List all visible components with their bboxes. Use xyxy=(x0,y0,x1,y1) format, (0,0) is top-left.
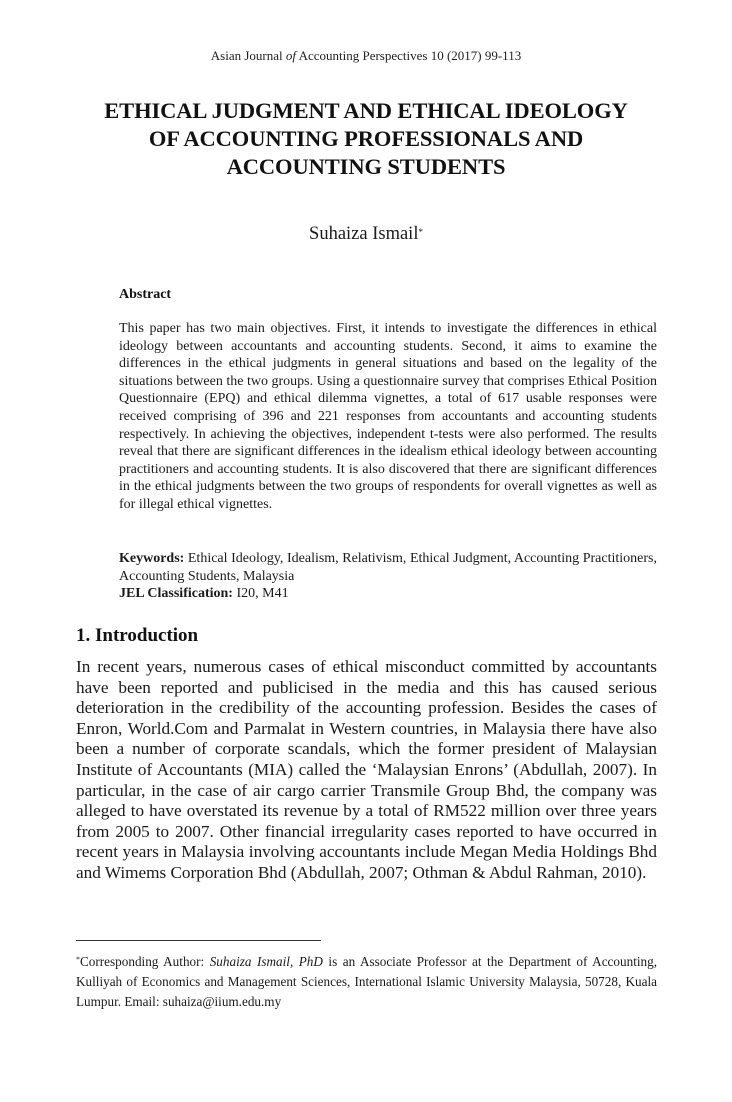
paper-title xyxy=(40,97,692,181)
jel-classification xyxy=(119,585,657,603)
footnote-divider xyxy=(76,940,321,941)
journal-name-italic: of xyxy=(285,48,297,63)
author-name-text: Suhaiza Ismail xyxy=(309,224,419,244)
footnote-pre: Corresponding Author: xyxy=(80,954,210,969)
author-name xyxy=(0,223,732,245)
footnote xyxy=(76,952,657,1012)
footnote-author-italic: Suhaiza Ismail, PhD xyxy=(209,954,323,969)
title-line-1: ETHICAL JUDGMENT AND ETHICAL IDEOLOGY xyxy=(104,98,628,123)
running-head xyxy=(0,48,732,64)
keywords xyxy=(119,550,657,585)
section-heading-introduction: 1. Introduction xyxy=(76,625,199,646)
keywords-value: Ethical Ideology, Idealism, Relativism, Ethical Judgment, Accounting Practitioners, Accounting Students, Malaysia xyxy=(119,551,657,584)
abstract-text: This paper has two main objectives. First, it intends to investigate the differences in ethical ideology between accountants and accounting students. Second, it aims to examine the differences in the ethical judgments in general situations and based on the legality of the situations between the two groups. Using a questionnaire survey that comprises Ethical Position Questionnaire (EPQ) and ethical dilemma vignettes, a total of 617 usable responses were received comprising of 396 and 221 responses from accountants and accounting students respectively. In achieving the objectives, independent t-tests were also performed. The results reveal that there are significant differences in the idealism ethical ideology between accounting practitioners and accounting students. It is also discovered that there are significant differences in the ethical judgments between the two groups of respondents for overall vignettes as well as for illegal ethical vignettes. xyxy=(119,321,657,512)
footnote-marker: * xyxy=(76,955,80,964)
journal-name-post: Accounting Perspectives 10 (2017) 99-113 xyxy=(296,48,522,63)
jel-label: JEL Classification: xyxy=(119,586,233,601)
footnote-post: is an Associate Professor at the Department of Accounting, Kulliyah of Economics and Management Sciences, International Islamic University Malaysia, 50728, Kuala Lumpur. Email: suhaiza@iium.edu.my xyxy=(76,954,658,1009)
keywords-label: Keywords: xyxy=(119,551,185,566)
title-line-2: OF ACCOUNTING PROFESSIONALS AND xyxy=(148,126,584,151)
jel-value: I20, M41 xyxy=(232,586,289,601)
journal-name-pre: Asian Journal xyxy=(210,48,286,63)
introduction-text: In recent years, numerous cases of ethical misconduct committed by accountants have been reported and publicised in the media and this has caused serious deterioration in the credibility of the accounting profession. Besides the cases of Enron, World.Com and Parmalat in Western countries, in Malaysia there have also been a number of corporate scandals, which the former president of Malaysian Institute of Accountants (MIA) called the ‘Malaysian Enrons’ (Abdullah, 2007). In particular, in the case of air cargo carrier Transmile Group Bhd, the company was alleged to have overstated its revenue by a total of RM522 million over three years from 2005 to 2007. Other financial irregularity cases reported to have occurred in recent years in Malaysia involving accountants include Megan Media Holdings Bhd and Wimems Corporation Bhd (Abdullah, 2007; Othman & Abdul Rahman, 2010). xyxy=(76,657,657,882)
title-line-3: ACCOUNTING STUDENTS xyxy=(226,154,506,179)
abstract-heading: Abstract xyxy=(119,287,172,302)
author-footnote-marker[interactable]: * xyxy=(418,227,423,237)
